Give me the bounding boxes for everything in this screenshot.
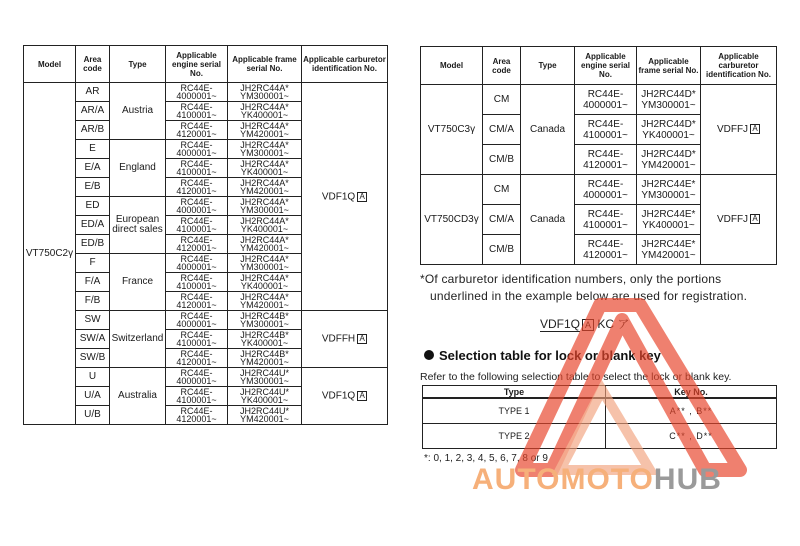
left-table-body [24,83,388,425]
right-table-header-row [421,47,777,85]
engine-number: 4120001~ [176,243,217,253]
engine-serial-cell [166,159,228,178]
carb-code: VDF1Q [321,191,356,203]
carb-code: VDFFJ [716,214,749,225]
engine-serial-cell [166,102,228,121]
frame-prefix: JH2RC44A* [240,253,289,264]
example-code: VDF1Q [540,317,581,331]
engine-number: 4100001~ [176,224,217,234]
boxed-letter: A [357,192,367,202]
engine-prefix: RC44E- [180,196,213,207]
frame-number: YK400001~ [642,219,695,231]
frame-number: YM300001~ [641,99,696,111]
frame-prefix: JH2RC44U* [239,405,290,416]
engine-serial-cell [166,368,228,387]
engine-number: 4100001~ [176,281,217,291]
example-boxed-letter: A [582,319,594,331]
type-cell: European direct sales [110,197,166,254]
frame-number: YM300001~ [240,376,289,386]
watermark-text-part2: HUB [653,463,722,496]
frame-prefix: JH2RC44U* [239,386,290,397]
frame-serial-cell [637,85,701,115]
engine-prefix: RC44E- [587,208,624,220]
engine-number: 4100001~ [583,129,628,141]
frame-serial-cell [228,140,302,159]
area-code-cell: ED/B [76,235,110,254]
model-cell: VT750C2γ [24,83,76,425]
engine-serial-cell [575,235,637,265]
frame-number: YM420001~ [240,186,289,196]
frame-serial-cell [228,349,302,368]
engine-prefix: RC44E- [587,88,624,100]
engine-serial-cell [166,235,228,254]
frame-number: YM420001~ [240,357,289,367]
type-cell: Austria [110,83,166,140]
engine-number: 4120001~ [176,129,217,139]
engine-number: 4120001~ [176,414,217,424]
frame-prefix: JH2RC44D* [641,118,696,130]
frame-number: YM420001~ [641,249,696,261]
frame-serial-cell [228,197,302,216]
frame-number: YM420001~ [641,159,696,171]
area-code-cell: E/B [76,178,110,197]
engine-prefix: RC44E- [180,101,213,112]
boxed-letter: A [357,334,367,344]
area-code-cell: F/B [76,292,110,311]
frame-serial-cell [228,311,302,330]
engine-number: 4000001~ [176,91,217,101]
watermark-text-part1: AUTOMOTO [472,463,654,496]
frame-serial-cell [228,368,302,387]
frame-serial-cell [228,273,302,292]
engine-number: 4120001~ [583,249,628,261]
area-code-cell: E/A [76,159,110,178]
frame-serial-cell [228,178,302,197]
frame-serial-cell [228,102,302,121]
engine-serial-cell [166,140,228,159]
watermark-text [472,463,722,497]
frame-prefix: JH2RC44A* [240,139,289,150]
table-row [423,398,777,424]
type-cell: Canada [521,175,575,265]
header-model: Model [24,46,76,83]
frame-serial-cell [228,330,302,349]
area-code-cell: CM/B [483,235,521,265]
frame-number: YM300001~ [240,148,289,158]
boxed-letter: A [750,214,760,224]
engine-prefix: RC44E- [587,178,624,190]
engine-number: 4000001~ [176,376,217,386]
carb-note-line2: underlined in the example below are used for registration. [430,289,748,303]
area-code-cell: U/B [76,406,110,425]
engine-serial-cell [166,330,228,349]
frame-number: YM300001~ [240,319,289,329]
frame-prefix: JH2RC44U* [239,367,290,378]
frame-serial-cell [637,235,701,265]
area-code-cell: U [76,368,110,387]
engine-serial-cell [166,83,228,102]
frame-prefix: JH2RC44A* [240,177,289,188]
header-engine-serial: Applicable engine serial No. [575,47,637,85]
engine-serial-cell [166,254,228,273]
frame-prefix: JH2RC44A* [240,120,289,131]
key-table-header-row [423,386,777,399]
area-code-cell: CM/A [483,115,521,145]
engine-serial-cell [166,216,228,235]
key-digits-footnote: *: 0, 1, 2, 3, 4, 5, 6, 7, 8 or 9 [424,453,548,464]
carb-id-cell [302,83,388,311]
engine-prefix: RC44E- [180,310,213,321]
engine-prefix: RC44E- [180,405,213,416]
engine-number: 4100001~ [583,219,628,231]
frame-serial-cell [228,235,302,254]
frame-number: YK400001~ [240,338,289,348]
engine-number: 4120001~ [583,159,628,171]
frame-number: YK400001~ [240,167,289,177]
frame-number: YK400001~ [642,129,695,141]
frame-serial-cell [228,292,302,311]
frame-serial-cell [637,175,701,205]
frame-prefix: JH2RC44A* [240,82,289,93]
carb-id-cell [302,368,388,425]
engine-prefix: RC44E- [180,158,213,169]
area-code-cell: CM [483,175,521,205]
frame-prefix: JH2RC44A* [240,272,289,283]
right-application-table [420,46,777,265]
area-code-cell: AR/A [76,102,110,121]
frame-prefix: JH2RC44A* [240,101,289,112]
frame-serial-cell [228,216,302,235]
table-row [423,424,777,449]
key-selection-table [422,385,777,449]
model-cell: VT750CD3γ [421,175,483,265]
area-code-cell: AR [76,83,110,102]
engine-serial-cell [166,292,228,311]
area-code-cell: ED/A [76,216,110,235]
engine-prefix: RC44E- [180,120,213,131]
engine-number: 4120001~ [176,300,217,310]
frame-prefix: JH2RC44A* [240,158,289,169]
header-frame-serial: Applicable frame serial No. [637,47,701,85]
area-code-cell: AR/B [76,121,110,140]
frame-serial-cell [637,115,701,145]
area-code-cell: CM [483,85,521,115]
type-cell: Australia [110,368,166,425]
area-code-cell: CM/B [483,145,521,175]
carb-code: VDF1Q [321,390,356,402]
engine-serial-cell [166,349,228,368]
engine-number: 4100001~ [176,110,217,120]
frame-serial-cell [228,159,302,178]
frame-prefix: JH2RC44D* [641,148,696,160]
key-type-cell: TYPE 2 [423,424,606,449]
frame-prefix: JH2RC44E* [641,208,696,220]
frame-prefix: JH2RC44A* [240,196,289,207]
table-row [24,311,388,330]
key-type-cell: TYPE 1 [423,398,606,424]
left-table-header-row [24,46,388,83]
carb-id-cell [701,175,777,265]
header-carb-id: Applicable carburetor identification No. [701,47,777,85]
engine-number: 4000001~ [176,262,217,272]
boxed-letter: A [750,124,760,134]
key-no-cell: C** , D** [606,424,777,449]
engine-prefix: RC44E- [180,82,213,93]
frame-prefix: JH2RC44D* [641,88,696,100]
bullet-icon [424,350,434,360]
frame-number: YM300001~ [240,262,289,272]
area-code-cell: E [76,140,110,159]
engine-number: 4000001~ [583,189,628,201]
engine-serial-cell [575,175,637,205]
frame-number: YM300001~ [641,189,696,201]
header-type: Type [110,46,166,83]
header-frame-serial: Applicable frame serial No. [228,46,302,83]
area-code-cell: SW/A [76,330,110,349]
engine-prefix: RC44E- [180,367,213,378]
engine-prefix: RC44E- [587,118,624,130]
frame-number: YK400001~ [240,110,289,120]
engine-prefix: RC44E- [180,272,213,283]
area-code-cell: ED [76,197,110,216]
engine-prefix: RC44E- [180,386,213,397]
right-table-body [421,85,777,265]
frame-prefix: JH2RC44A* [240,215,289,226]
frame-serial-cell [637,145,701,175]
table-row [24,368,388,387]
engine-serial-cell [166,273,228,292]
area-code-cell: CM/A [483,205,521,235]
engine-serial-cell [575,145,637,175]
model-cell: VT750C3γ [421,85,483,175]
left-application-table [23,45,388,425]
area-code-cell: SW [76,311,110,330]
header-type: Type [423,386,606,399]
frame-number: YK400001~ [240,395,289,405]
engine-serial-cell [166,387,228,406]
frame-serial-cell [228,406,302,425]
carb-note-line1: *Of carburetor identification numbers, only the portions [420,272,722,286]
frame-prefix: JH2RC44A* [240,234,289,245]
carb-id-cell [701,85,777,175]
type-cell: France [110,254,166,311]
header-area-code: Area code [76,46,110,83]
engine-number: 4100001~ [176,395,217,405]
engine-serial-cell [166,178,228,197]
area-code-cell: F [76,254,110,273]
header-type: Type [521,47,575,85]
carb-code: VDFFH [321,333,356,345]
table-row [421,85,777,115]
frame-number: YM300001~ [240,205,289,215]
frame-serial-cell [228,387,302,406]
carb-id-example [540,315,629,332]
carb-id-cell [302,311,388,368]
engine-serial-cell [575,115,637,145]
engine-serial-cell [166,121,228,140]
engine-prefix: RC44E- [180,291,213,302]
header-carb-id: Applicable carburetor identification No. [302,46,388,83]
header-key-no: Key No. [606,386,777,399]
engine-serial-cell [166,197,228,216]
boxed-letter: A [357,391,367,401]
table-row [24,83,388,102]
engine-number: 4000001~ [583,99,628,111]
engine-prefix: RC44E- [180,234,213,245]
engine-prefix: RC44E- [180,215,213,226]
selection-description: Refer to the following selection table to select the lock or blank key. [420,371,732,383]
engine-serial-cell [166,311,228,330]
carb-code: VDFFJ [716,124,749,135]
engine-prefix: RC44E- [180,348,213,359]
engine-number: 4100001~ [176,338,217,348]
frame-number: YK400001~ [240,281,289,291]
frame-serial-cell [228,83,302,102]
frame-number: YM300001~ [240,91,289,101]
frame-serial-cell [637,205,701,235]
frame-prefix: JH2RC44A* [240,291,289,302]
engine-prefix: RC44E- [180,139,213,150]
example-rest: KC ア [597,317,630,331]
engine-number: 4000001~ [176,205,217,215]
engine-number: 4120001~ [176,357,217,367]
engine-prefix: RC44E- [180,329,213,340]
header-engine-serial: Applicable engine serial No. [166,46,228,83]
selection-title [424,348,661,363]
frame-prefix: JH2RC44B* [240,348,289,359]
engine-number: 4000001~ [176,148,217,158]
frame-number: YM420001~ [240,129,289,139]
table-row [421,175,777,205]
engine-number: 4100001~ [176,167,217,177]
frame-prefix: JH2RC44E* [641,178,696,190]
header-model: Model [421,47,483,85]
frame-prefix: JH2RC44B* [240,329,289,340]
engine-serial-cell [575,85,637,115]
engine-serial-cell [166,406,228,425]
frame-prefix: JH2RC44B* [240,310,289,321]
frame-serial-cell [228,121,302,140]
area-code-cell: U/A [76,387,110,406]
area-code-cell: F/A [76,273,110,292]
frame-number: YM420001~ [240,414,289,424]
engine-prefix: RC44E- [180,177,213,188]
frame-number: YM420001~ [240,300,289,310]
header-area-code: Area code [483,47,521,85]
type-cell: England [110,140,166,197]
type-cell: Switzerland [110,311,166,368]
selection-title-text: Selection table for lock or blank key [439,348,661,363]
engine-prefix: RC44E- [180,253,213,264]
engine-serial-cell [575,205,637,235]
type-cell: Canada [521,85,575,175]
key-no-cell: A** , B** [606,398,777,424]
engine-prefix: RC44E- [587,148,624,160]
engine-number: 4000001~ [176,319,217,329]
frame-prefix: JH2RC44E* [641,238,696,250]
frame-serial-cell [228,254,302,273]
area-code-cell: SW/B [76,349,110,368]
frame-number: YM420001~ [240,243,289,253]
engine-prefix: RC44E- [587,238,624,250]
frame-number: YK400001~ [240,224,289,234]
engine-number: 4120001~ [176,186,217,196]
